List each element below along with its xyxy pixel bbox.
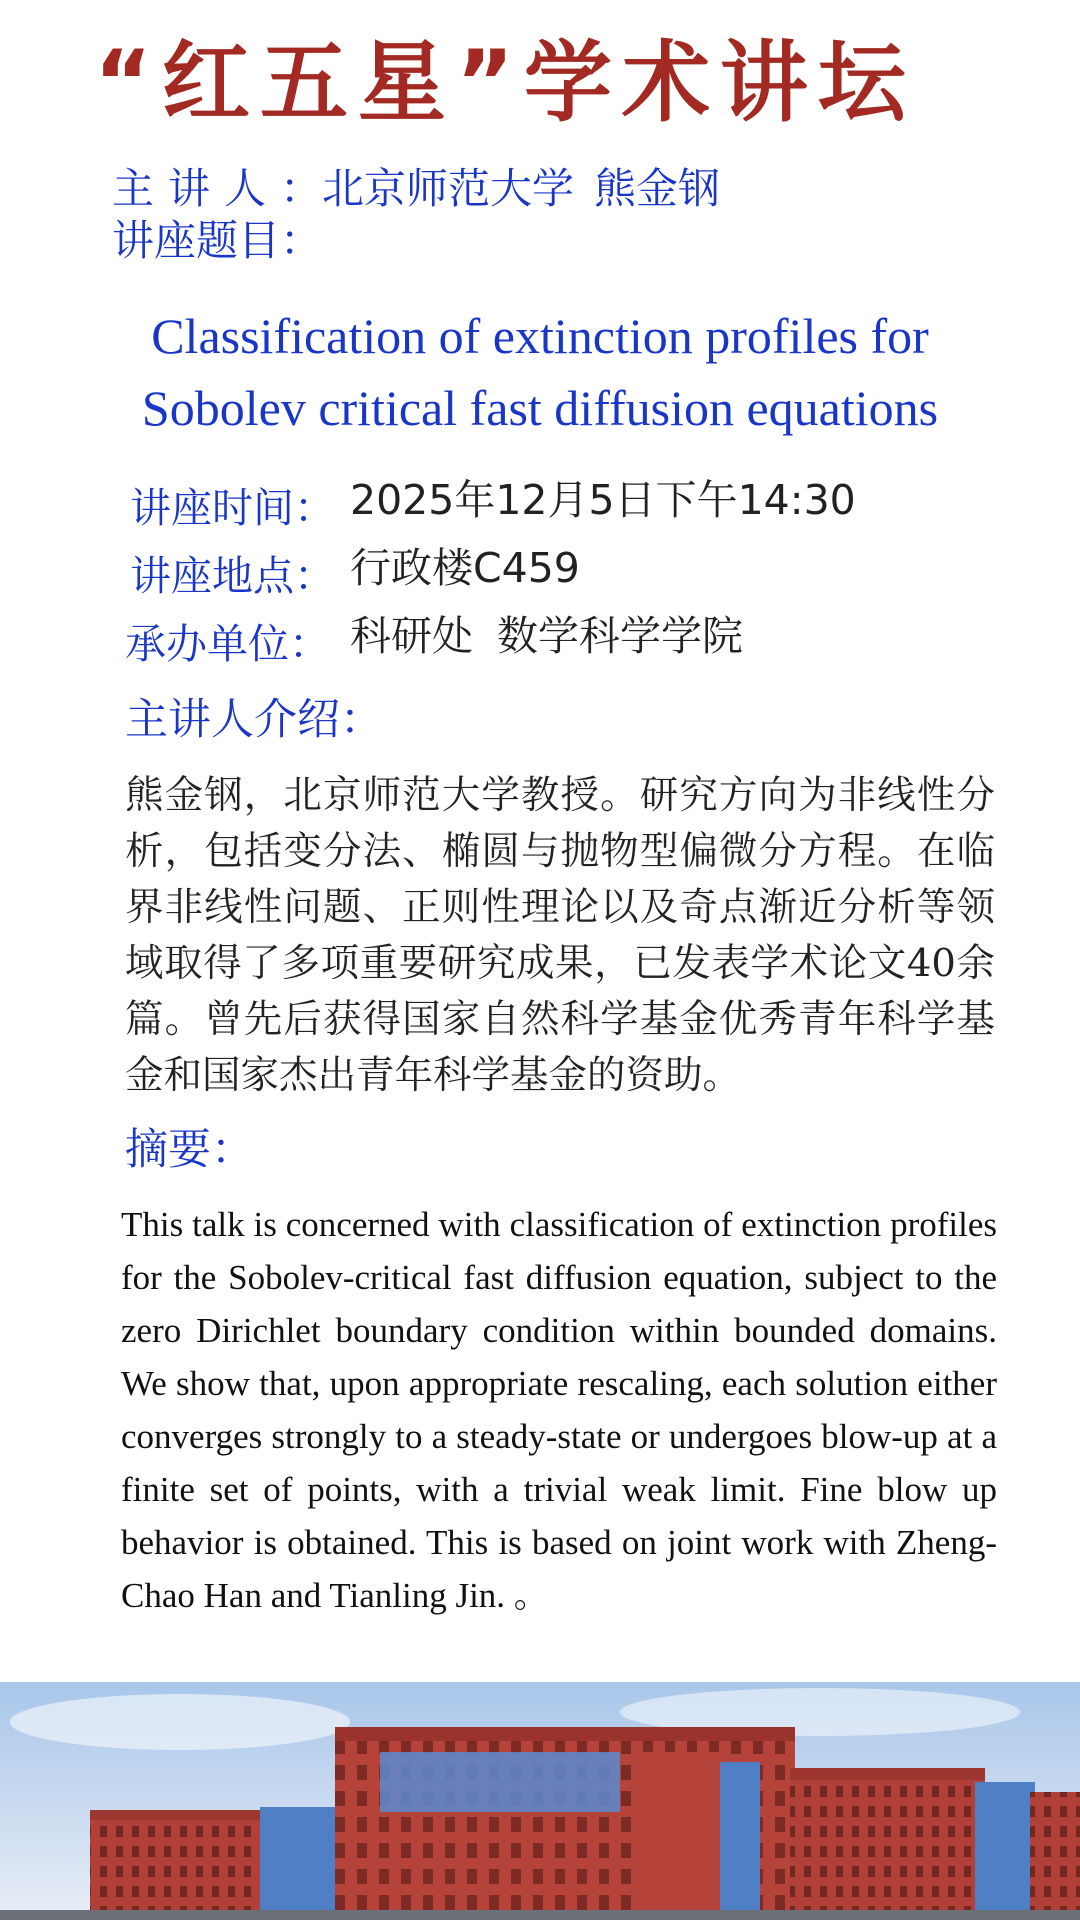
building-image — [0, 1682, 1080, 1920]
time-value: 2025年12月5日下午14:30 — [350, 476, 856, 524]
abstract-label: 摘要： — [125, 1125, 254, 1175]
speaker-colon: ： — [280, 164, 323, 213]
place-label: 讲座地点： — [130, 552, 335, 600]
speaker-affiliation: 北京师范大学 — [322, 164, 575, 213]
page-title: “红五星”学术讲坛 — [94, 31, 916, 134]
speaker-label: 主讲人 — [112, 164, 281, 213]
speaker-row — [112, 160, 720, 218]
place-value: 行政楼C459 — [350, 544, 580, 592]
building-photo — [0, 1682, 1080, 1920]
bio-text: 熊金钢，北京师范大学教授。研究方向为非线性分析，包括变分法、椭圆与抛物型偏微分方程。在临界非线性问题、正则性理论以及奇点渐近分析等领域取得了多项重要研究成果，已发表学术论文40余篇。曾先后获得国家自然科学基金优秀青年科学基金和国家杰出青年科学基金的资助。 — [125, 773, 995, 1098]
organizer-label: 承办单位： — [125, 620, 330, 668]
bio-label: 主讲人介绍： — [125, 695, 383, 745]
topic-title: Classification of extinction profiles for Sobolev critical fast diffusion equations — [141, 308, 939, 436]
abstract-text: This talk is concerned with classification of extinction profiles for the Sobolev-critical fast diffusion equation, subject to the zero Dirichlet boundary condition within bounded domains. We show that, upon appropriate rescaling, each solution either converges strongly to a steady-state or undergoes blow-up at a finite set of points, with a trivial weak limit. Fine blow up behavior is obtained. This is based on joint work with Zheng-Chao Han and Tianling Jin. 。 — [121, 1205, 997, 1615]
organizer-value — [350, 606, 743, 666]
organizer-1: 科研处 — [350, 612, 473, 660]
time-label: 讲座时间： — [130, 484, 335, 532]
organizer-2: 数学科学学院 — [497, 612, 743, 660]
speaker-name: 熊金钢 — [594, 164, 721, 213]
topic-label: 讲座题目： — [112, 216, 323, 265]
